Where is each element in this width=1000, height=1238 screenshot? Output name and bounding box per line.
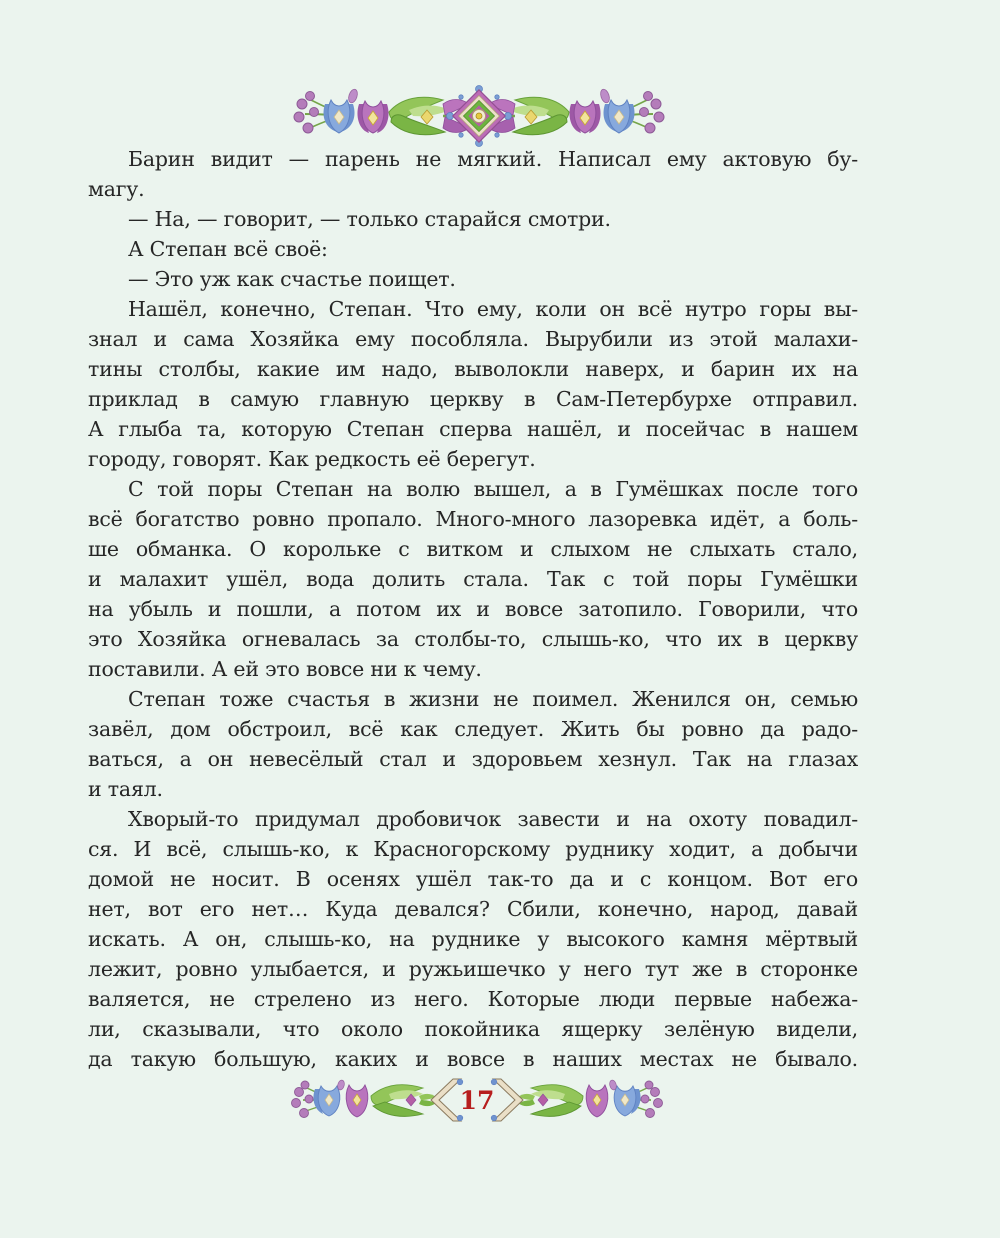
diamond-medallion: [447, 86, 512, 147]
text-line: ше обманка. О корольке с витком и слыхом не слыхать стало,: [88, 537, 858, 561]
text-line: искать. А он, слышь-ко, на руднике у высокого камня мёртвый: [88, 927, 858, 951]
text-line: Нашёл, конечно, Степан. Что ему, коли он всё нутро горы вы-: [128, 297, 858, 321]
text-line: — На, — говорит, — только старайся смотри.: [128, 207, 611, 231]
text-line: приклад в самую главную церкву в Сам-Петербурхе отправил.: [88, 387, 858, 411]
text-line: знал и сама Хозяйка ему пособляла. Вырубили из этой малахи-: [88, 327, 858, 351]
text-line: — Это уж как счастье поищет.: [128, 267, 456, 291]
story-text: [88, 144, 858, 1074]
text-line: Хворый-то придумал дробовичок завести и на охоту повадил-: [128, 807, 858, 831]
text-line: С той поры Степан на волю вышел, а в Гумёшках после того: [128, 477, 858, 501]
text-line: А Степан всё своё:: [128, 237, 328, 261]
text-line: на убыль и пошли, а потом их и вовсе затопило. Говорили, что: [88, 597, 858, 621]
top-floral-ornament-icon: [293, 84, 665, 148]
text-line: ли, сказывали, что около покойника ящерку зелёную видели,: [88, 1017, 858, 1041]
text-line: А глыба та, которую Степан сперва нашёл, и посейчас в нашем: [88, 417, 858, 441]
text-line: нет, вот его нет… Куда девался? Сбили, конечно, народ, давай: [88, 897, 858, 921]
text-line: магу.: [88, 177, 145, 201]
text-line: Степан тоже счастья в жизни не поимел. Женился он, семью: [128, 687, 858, 711]
text-line: да такую большую, каких и вовсе в наших местах не бывало.: [88, 1047, 858, 1071]
text-line: городу, говорят. Как редкость её берегут.: [88, 447, 536, 471]
text-line: и малахит ушёл, вода долить стала. Так с той поры Гумёшки: [88, 567, 858, 591]
text-line: валяется, не стрелено из него. Которые люди первые набежа-: [88, 987, 858, 1011]
text-line: и таял.: [88, 777, 163, 801]
text-line: это Хозяйка огневалась за столбы-то, слышь-ко, что их в церкву: [88, 627, 858, 651]
text-line: лежит, ровно улыбается, и ружьишечко у него тут же в сторонке: [88, 957, 858, 981]
text-line: поставили. А ей это вовсе ни к чему.: [88, 657, 482, 681]
text-line: завёл, дом обстроил, всё как следует. Жить бы ровно да радо-: [88, 717, 858, 741]
text-line: тины столбы, какие им надо, выволокли наверх, и барин их на: [88, 357, 858, 381]
text-line: домой не носит. В осенях ушёл так-то да и с концом. Вот его: [88, 867, 858, 891]
text-line: ваться, а он невесёлый стал и здоровьем хезнул. Так на глазах: [88, 747, 858, 771]
text-line: ся. И всё, слышь-ко, к Красногорскому руднику ходит, а добычи: [88, 837, 858, 861]
text-line: Барин видит — парень не мягкий. Написал ему актовую бу-: [128, 147, 858, 171]
page-number: 17: [459, 1086, 495, 1115]
text-line: всё богатство ровно пропало. Много-много лазоревка идёт, а боль-: [88, 507, 858, 531]
